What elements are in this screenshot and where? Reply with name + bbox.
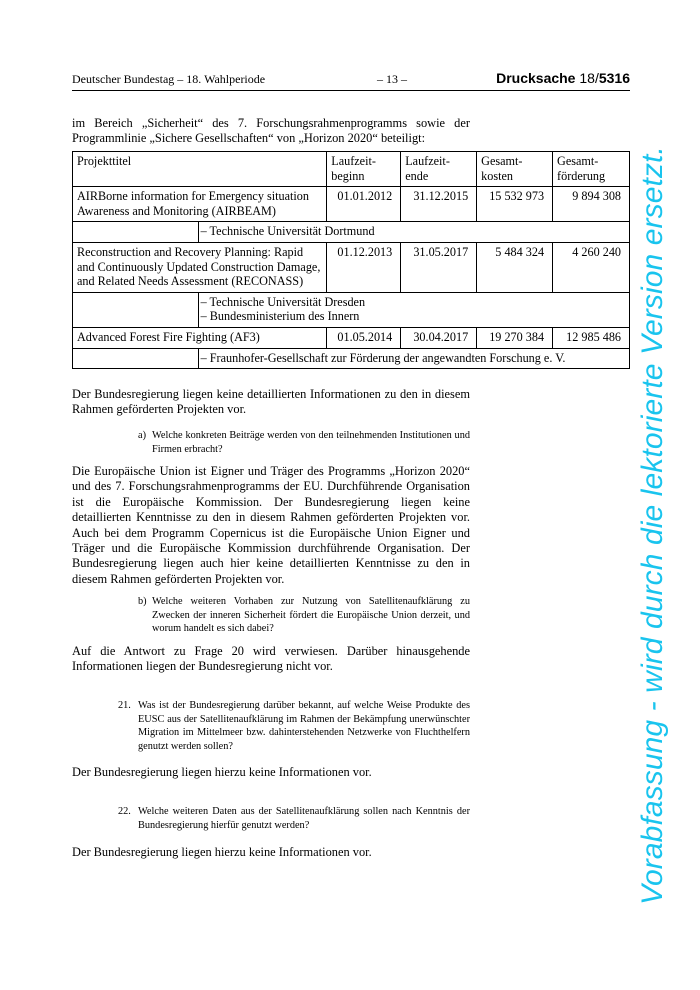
project-start: 01.05.2014 <box>327 327 401 348</box>
project-title: Reconstruction and Recovery Planning: Rapid and Continuously Updated Construction Damage, and Related Needs Assessment (RECONASS) <box>73 242 327 292</box>
project-funding: 12 985 486 <box>553 327 630 348</box>
header-end: Laufzeit- ende <box>401 152 477 187</box>
project-start: 01.12.2013 <box>327 242 401 292</box>
question-number: 21. <box>118 700 131 711</box>
question-text: Welche weiteren Vorhaben zur Nutzung von Satellitenaufklärung zu Zwecken der inneren Sicherheit fördert die Europäische Union derzeit, und worum handelt es sich dabei? <box>152 596 470 635</box>
page-number: – 13 – <box>377 72 407 86</box>
empty-cell <box>73 292 199 327</box>
project-end: 31.12.2015 <box>401 187 477 222</box>
table-header-row <box>73 152 630 187</box>
header-start: Laufzeit- beginn <box>327 152 401 187</box>
projects-table <box>72 151 630 369</box>
project-funding: 9 894 308 <box>553 187 630 222</box>
question-text: Welche konkreten Beiträge werden von den teilnehmenden Institutionen und Firmen erbracht? <box>152 430 470 455</box>
table-row-institutions <box>73 222 630 243</box>
question-number: b) <box>138 596 147 607</box>
page-header <box>72 72 630 91</box>
project-institutions: – Technische Universität Dortmund <box>198 222 629 243</box>
project-title: AIRBorne information for Emergency situation Awareness and Monitoring (AIRBEAM) <box>73 187 327 222</box>
after-table-paragraph: Der Bundesregierung liegen keine detaillierten Informationen zu den in diesem Rahmen geförderten Projekten vor. <box>72 387 470 417</box>
table-row <box>73 327 630 348</box>
answer-a-paragraph: Die Europäische Union ist Eigner und Träger des Programms „Horizon 2020“ und des 7. Forschungsrahmenprogramms der EU. Durchführende Organisation ist die Europäische Kommission. Der Bundesregierung liegen keine detaillierten Kenntnisse zu den in diesem Rahmen geförderten Projekten vor. Auch bei dem Programm Copernicus ist die Europäische Union Eigner und Träger und die Europäische Kommission durchführende Organisation. Der Bundesregierung liegen auch hier keine detaillierten Kenntnisse zu den in diesem Rahmen geförderten Projekten vor. <box>72 464 470 586</box>
table-row-institutions <box>73 292 630 327</box>
project-title: Advanced Forest Fire Fighting (AF3) <box>73 327 327 348</box>
header-funding: Gesamt- förderung <box>553 152 630 187</box>
project-end: 30.04.2017 <box>401 327 477 348</box>
project-institutions: – Technische Universität Dresden – Bundesministerium des Innern <box>198 292 629 327</box>
question-number: a) <box>138 430 146 441</box>
empty-cell <box>73 222 199 243</box>
empty-cell <box>73 348 199 369</box>
project-total: 15 532 973 <box>477 187 553 222</box>
table-row <box>73 187 630 222</box>
project-total: 19 270 384 <box>477 327 553 348</box>
project-end: 31.05.2017 <box>401 242 477 292</box>
header-publication: Deutscher Bundestag – 18. Wahlperiode <box>72 72 266 86</box>
draft-watermark: Vorabfassung - wird durch die lektorierte Version ersetzt. <box>636 146 669 905</box>
header-total: Gesamt- kosten <box>477 152 553 187</box>
question-text: Welche weiteren Daten aus der Satellitenaufklärung sollen nach Kenntnis der Bundesregierung hierfür genutzt werden? <box>138 806 470 831</box>
project-start: 01.01.2012 <box>327 187 401 222</box>
table-row-institutions <box>73 348 630 369</box>
project-total: 5 484 324 <box>477 242 553 292</box>
project-institutions: – Fraunhofer-Gesellschaft zur Förderung der angewandten Forschung e. V. <box>198 348 629 369</box>
document-number: Drucksache 18/5316 <box>496 70 630 86</box>
question-text: Was ist der Bundesregierung darüber bekannt, auf welche Weise Produkte des EUSC aus der Satellitenaufklärung im Rahmen der Bekämpfung unerwünschter Migration im Mittelmeer bzw. dahinterstehenden Netzwerke von Fluchthelfern genutzt werden sollen? <box>138 700 470 752</box>
answer-b-paragraph: Auf die Antwort zu Frage 20 wird verwiesen. Darüber hinausgehende Informationen liegen der Bundesregierung nicht vor. <box>72 644 470 674</box>
answer-22-paragraph: Der Bundesregierung liegen hierzu keine Informationen vor. <box>72 845 372 859</box>
project-funding: 4 260 240 <box>553 242 630 292</box>
intro-paragraph: im Bereich „Sicherheit“ des 7. Forschungsrahmenprogramms sowie der Programmlinie „Sichere Gesellschaften“ von „Horizon 2020“ beteiligt: <box>72 116 470 146</box>
answer-21-paragraph: Der Bundesregierung liegen hierzu keine Informationen vor. <box>72 765 372 779</box>
question-number: 22. <box>118 806 131 817</box>
table-row <box>73 242 630 292</box>
header-title: Projekttitel <box>73 152 327 187</box>
